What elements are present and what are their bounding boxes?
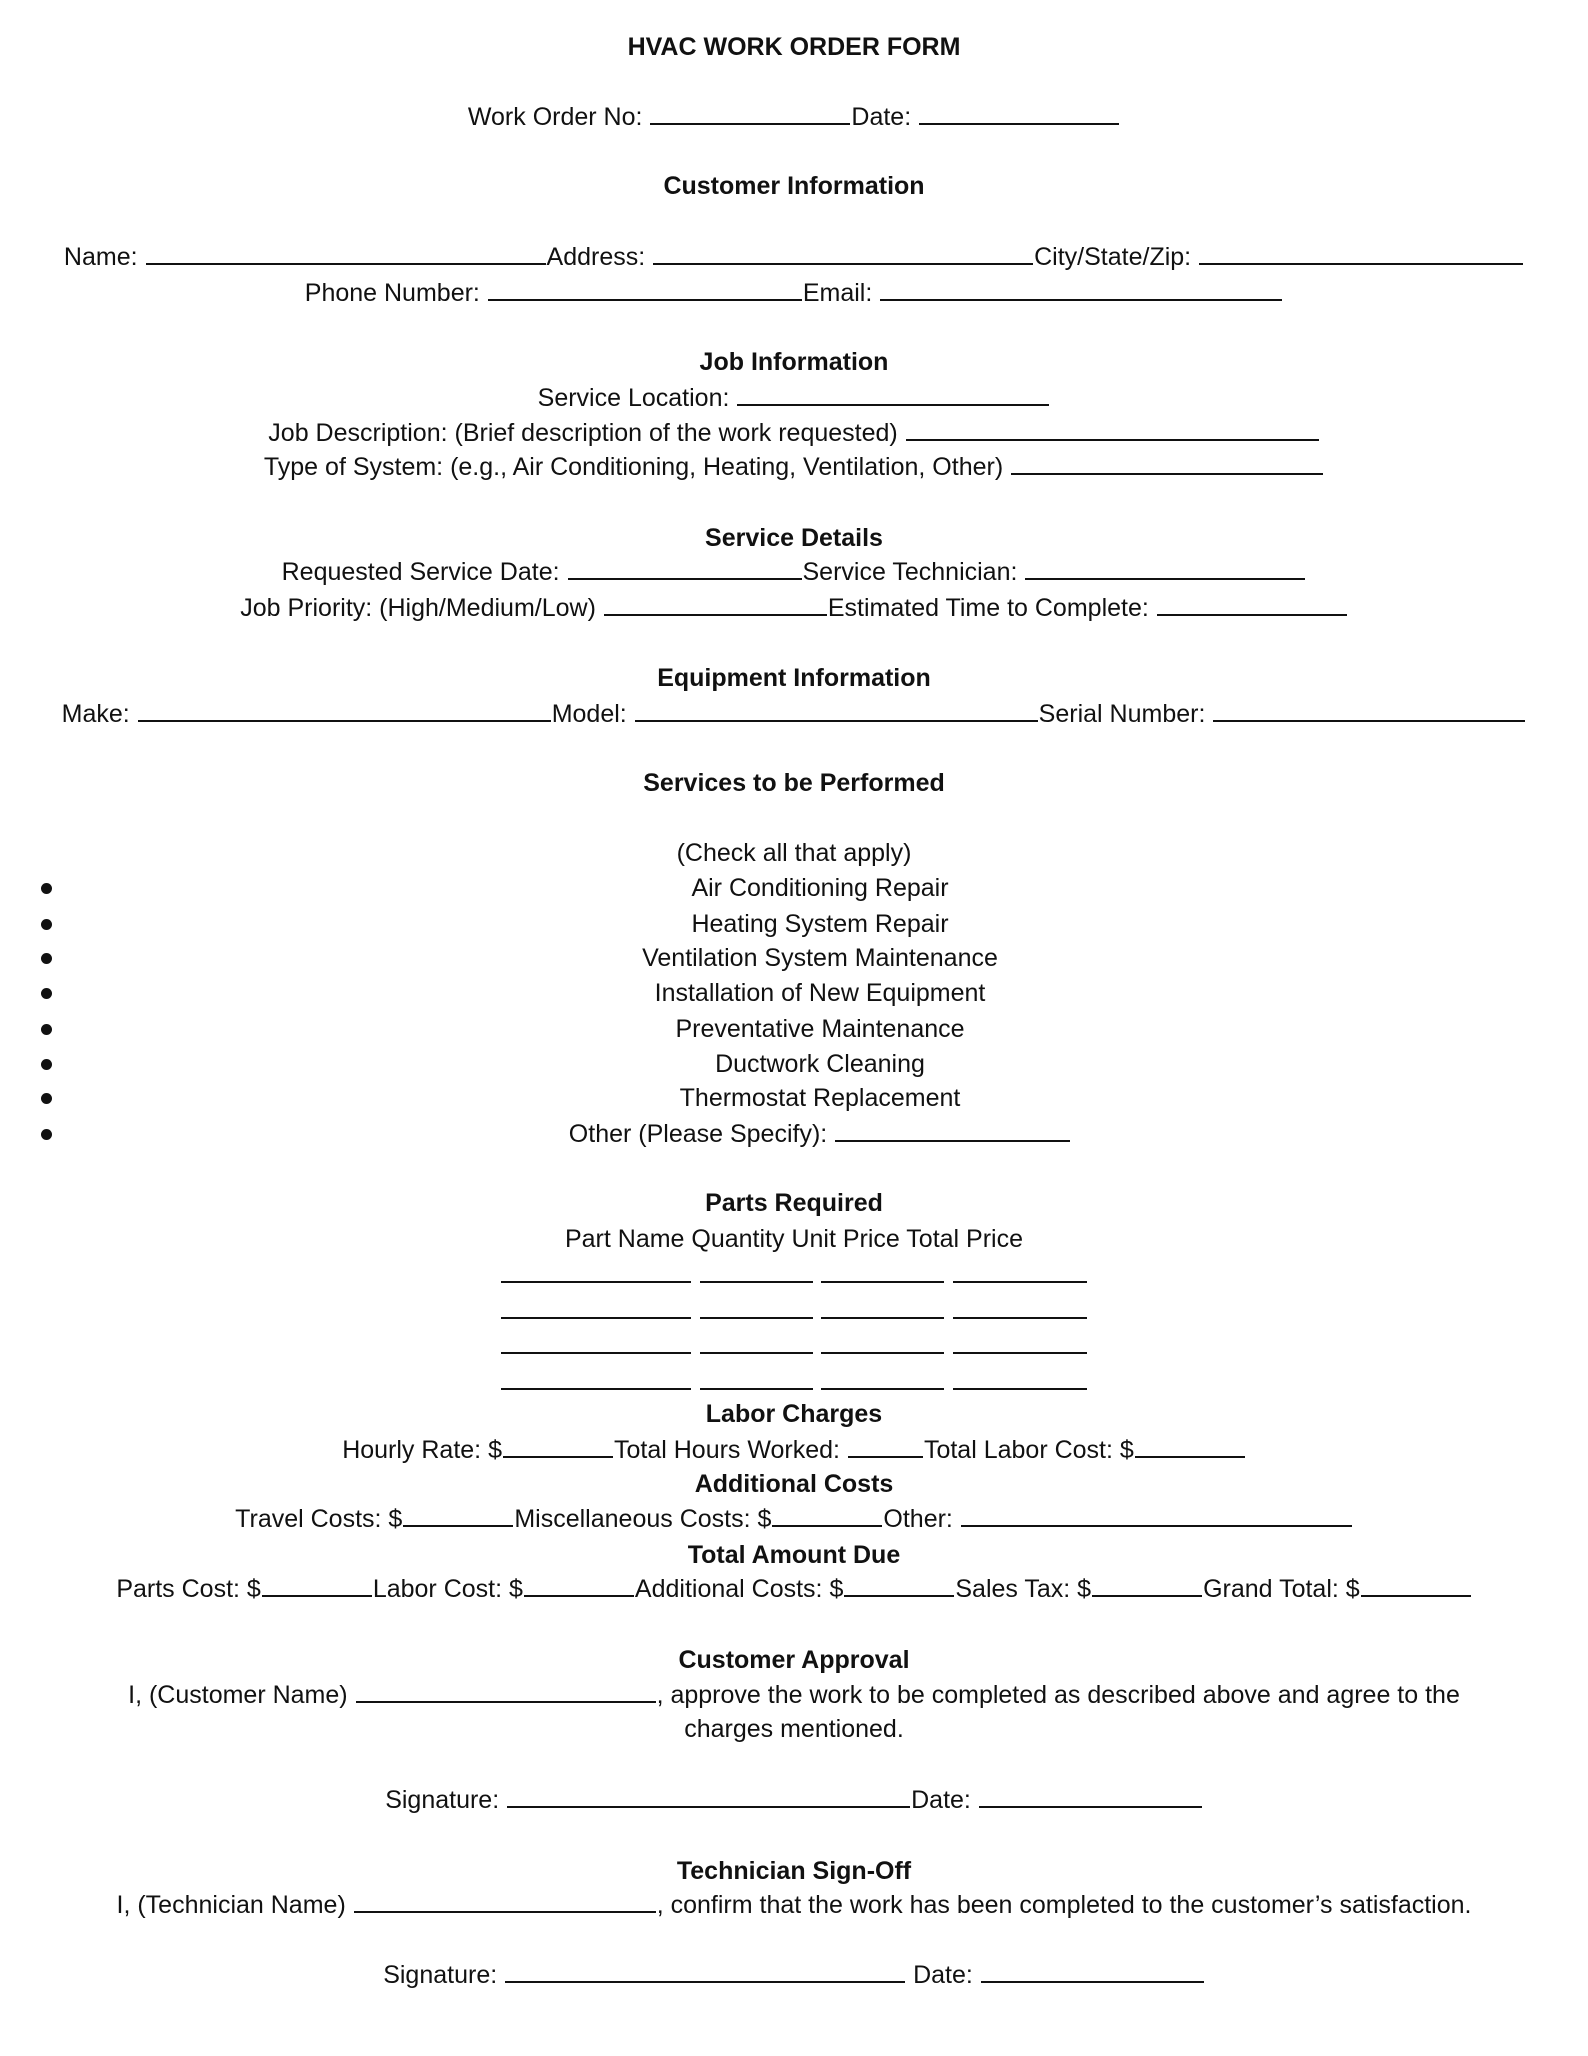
priority-blank (604, 592, 827, 616)
parts-row (0, 1294, 1588, 1329)
list-item: Air Conditioning Repair (691, 874, 949, 902)
part-name-blank (501, 1259, 691, 1283)
unit-price-blank (821, 1366, 944, 1390)
signoff-prefix: I, (Technician Name) (116, 1891, 353, 1919)
signoff-statement (0, 1888, 1588, 1923)
service-row-2 (0, 591, 1588, 626)
hourly-rate-label: Hourly Rate: $ (342, 1436, 502, 1464)
additional-costs-label: Additional Costs: $ (634, 1575, 844, 1603)
unit-price-blank (821, 1330, 944, 1354)
labor-row (0, 1433, 1588, 1468)
technician-name-blank (354, 1889, 656, 1913)
grand-total-label: Grand Total: $ (1203, 1575, 1360, 1603)
date-blank (919, 101, 1119, 125)
additional-costs-blank (844, 1573, 954, 1597)
misc-blank (772, 1503, 882, 1527)
other-cost-blank (961, 1503, 1352, 1527)
approval-line-2: charges mentioned. (684, 1715, 904, 1743)
work-order-blank (650, 101, 850, 125)
unit-price-blank (821, 1259, 944, 1283)
travel-label: Travel Costs: $ (235, 1505, 403, 1533)
customer-row-1 (0, 240, 1588, 275)
approval-prefix: I, (Customer Name) (128, 1681, 355, 1709)
total-price-blank (953, 1366, 1087, 1390)
customer-row-2 (0, 276, 1588, 311)
service-row-1 (0, 555, 1588, 590)
parts-heading: Parts Required (705, 1189, 883, 1217)
technician-blank (1025, 556, 1305, 580)
description-blank (906, 417, 1319, 441)
other-cost-label: Other: (883, 1505, 960, 1533)
sales-tax-blank (1092, 1573, 1202, 1597)
location-row (0, 381, 1588, 416)
additional-heading: Additional Costs (694, 1470, 894, 1498)
signature-label: Signature: (383, 1961, 505, 1989)
labor-cost-label: Labor Cost: $ (372, 1575, 523, 1603)
other-blank (835, 1118, 1070, 1142)
serial-blank (1213, 698, 1525, 722)
address-label: Address: (546, 243, 653, 271)
model-blank (635, 698, 1038, 722)
technician-label: Service Technician: (802, 558, 1025, 586)
services-note: (Check all that apply) (676, 839, 912, 867)
equipment-heading: Equipment Information (657, 664, 931, 692)
model-label: Model: (551, 700, 634, 728)
part-name-blank (501, 1330, 691, 1354)
parts-row (0, 1329, 1588, 1364)
parts-columns: Part Name Quantity Unit Price Total Price (564, 1225, 1024, 1253)
signoff-signature-row (0, 1958, 1588, 1993)
quantity-blank (700, 1330, 813, 1354)
additional-row (0, 1502, 1588, 1537)
total-price-blank (953, 1259, 1087, 1283)
customer-name-blank (356, 1679, 656, 1703)
list-item: Thermostat Replacement (679, 1084, 961, 1112)
name-label: Name: (63, 243, 145, 271)
email-blank (880, 277, 1282, 301)
list-item: Heating System Repair (691, 910, 949, 938)
travel-blank (403, 1503, 513, 1527)
city-blank (1199, 241, 1523, 265)
description-label: Job Description: (Brief description of the work requested) (268, 419, 905, 447)
approval-signature-row (0, 1783, 1588, 1818)
service-heading: Service Details (705, 524, 883, 552)
signoff-suffix: , confirm that the work has been completed to the customer’s satisfaction. (656, 1891, 1472, 1919)
signature-blank (507, 1784, 910, 1808)
location-blank (737, 382, 1049, 406)
quantity-blank (700, 1259, 813, 1283)
labor-total-label: Total Labor Cost: $ (923, 1436, 1134, 1464)
unit-price-blank (821, 1295, 944, 1319)
system-label: Type of System: (e.g., Air Conditioning, Heating, Ventilation, Other) (263, 453, 1011, 481)
grand-total-blank (1361, 1573, 1471, 1597)
part-name-blank (501, 1295, 691, 1319)
city-label: City/State/Zip: (1034, 243, 1199, 271)
services-heading: Services to be Performed (643, 769, 945, 797)
address-blank (653, 241, 1033, 265)
phone-blank (488, 277, 802, 301)
description-row (0, 416, 1588, 451)
part-name-blank (501, 1366, 691, 1390)
priority-label: Job Priority: (High/Medium/Low) (240, 594, 603, 622)
total-price-blank (953, 1330, 1087, 1354)
equipment-row (0, 697, 1588, 732)
requested-date-label: Requested Service Date: (281, 558, 567, 586)
approval-heading: Customer Approval (678, 1646, 910, 1674)
approval-date-blank (979, 1784, 1202, 1808)
phone-label: Phone Number: (304, 279, 487, 307)
approval-suffix: , approve the work to be completed as described above and agree to the (656, 1681, 1460, 1709)
parts-cost-blank (262, 1573, 372, 1597)
parts-row (0, 1365, 1588, 1400)
total-due-heading: Total Amount Due (687, 1541, 901, 1569)
list-item: Ventilation System Maintenance (642, 944, 998, 972)
customer-heading: Customer Information (663, 172, 925, 200)
hours-label: Total Hours Worked: (613, 1436, 847, 1464)
location-label: Service Location: (537, 384, 737, 412)
job-heading: Job Information (699, 348, 889, 376)
serial-label: Serial Number: (1038, 700, 1213, 728)
list-item: Installation of New Equipment (654, 979, 986, 1007)
sales-tax-label: Sales Tax: $ (955, 1575, 1092, 1603)
quantity-blank (700, 1366, 813, 1390)
labor-total-blank (1135, 1434, 1245, 1458)
date-label: Date: (851, 103, 919, 131)
email-label: Email: (802, 279, 880, 307)
name-blank (146, 241, 546, 265)
system-blank (1011, 451, 1323, 475)
signoff-date-label: Date: (906, 1961, 980, 1989)
signature-label: Signature: (385, 1786, 507, 1814)
work-order-label: Work Order No: (467, 103, 650, 131)
requested-date-blank (568, 556, 802, 580)
list-item: Preventative Maintenance (675, 1015, 965, 1043)
parts-cost-label: Parts Cost: $ (116, 1575, 261, 1603)
form-title: HVAC WORK ORDER FORM (627, 33, 961, 61)
hourly-rate-blank (503, 1434, 613, 1458)
quantity-blank (700, 1295, 813, 1319)
labor-cost-blank (524, 1573, 634, 1597)
work-order-row (0, 100, 1588, 135)
list-item: Ductwork Cleaning (715, 1050, 925, 1078)
misc-label: Miscellaneous Costs: $ (514, 1505, 772, 1533)
make-label: Make: (61, 700, 137, 728)
approval-date-label: Date: (911, 1786, 978, 1814)
list-item-other (26, 1117, 1588, 1152)
parts-row (0, 1258, 1588, 1293)
signoff-heading: Technician Sign-Off (676, 1857, 912, 1885)
hours-blank (848, 1434, 923, 1458)
signature-blank (505, 1959, 905, 1983)
system-row (0, 450, 1588, 485)
total-due-row (0, 1572, 1588, 1607)
signoff-date-blank (981, 1959, 1204, 1983)
labor-heading: Labor Charges (705, 1400, 883, 1428)
make-blank (138, 698, 551, 722)
approval-statement (0, 1678, 1588, 1713)
estimated-time-label: Estimated Time to Complete: (827, 594, 1156, 622)
other-label: Other (Please Specify): (568, 1120, 835, 1148)
estimated-time-blank (1157, 592, 1347, 616)
total-price-blank (953, 1295, 1087, 1319)
